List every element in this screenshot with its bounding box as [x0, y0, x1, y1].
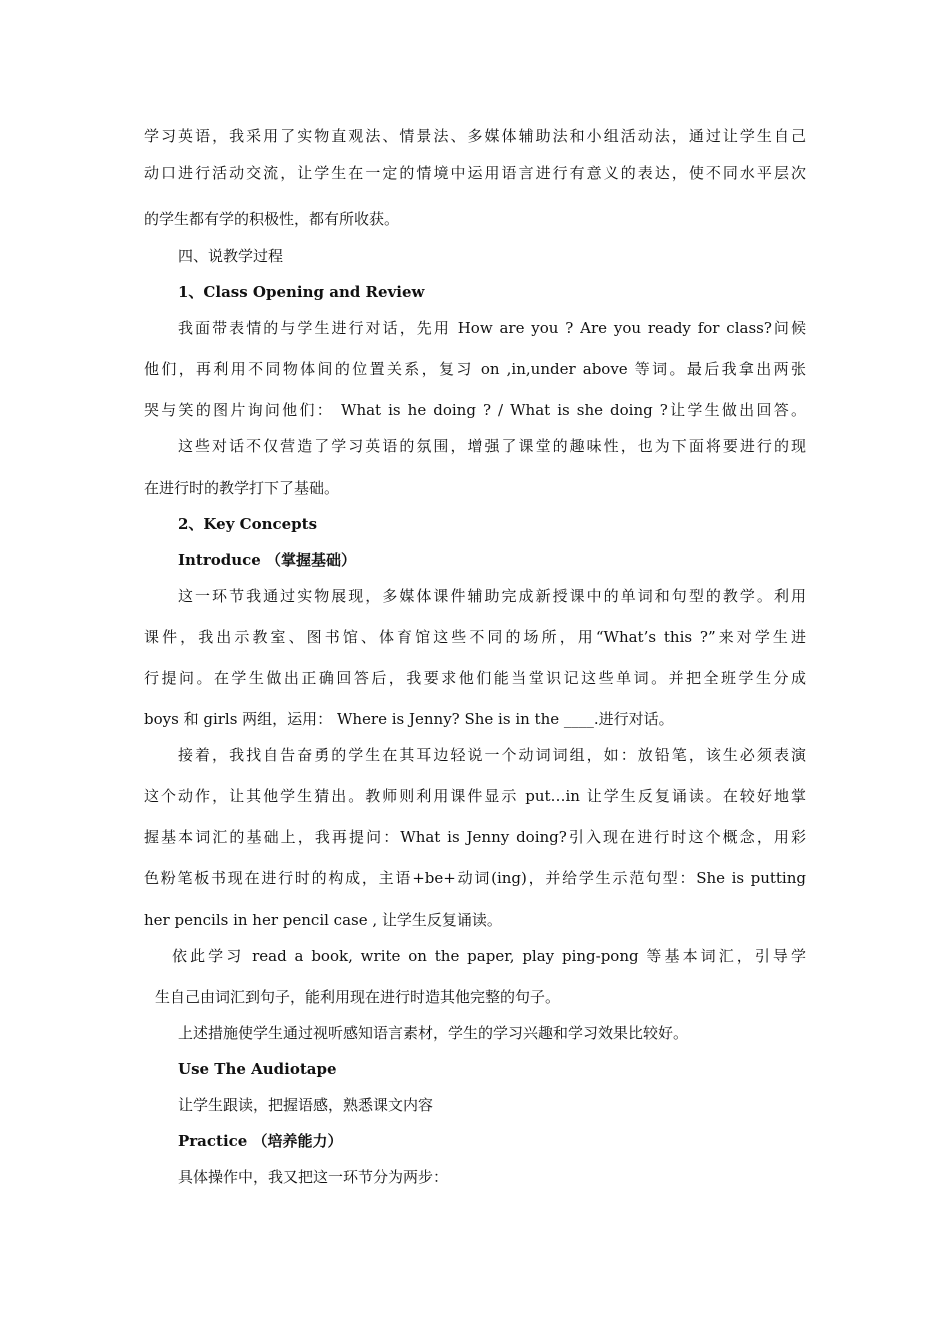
paragraph-line: 他们，再利用不同物体间的位置关系，复习 on ,in,under above 等词。最后我拿出两张: [144, 360, 806, 378]
paragraph-line: 行提问。在学生做出正确回答后，我要求他们能当堂识记这些单词。并把全班学生分成: [144, 669, 806, 687]
paragraph-line: 课件，我出示教室、图书馆、体育馆这些不同的场所，用“What’s this ?”来对学生进: [144, 628, 806, 646]
topic-heading: Practice （培养能力）: [178, 1132, 343, 1150]
paragraph-line: 这个动作，让其他学生猜出。教师则利用课件显示 put…in 让学生反复诵读。在较好地掌: [144, 787, 806, 805]
topic-heading: Use The Audiotape: [178, 1060, 337, 1078]
paragraph-line: 在进行时的教学打下了基础。: [144, 479, 340, 497]
paragraph-line: 握基本词汇的基础上，我再提问：What is Jenny doing?引入现在进行时这个概念，用彩: [144, 828, 806, 846]
paragraph-line: 上述措施使学生通过视听感知语言素材，学生的学习兴趣和学习效果比较好。: [178, 1024, 689, 1042]
paragraph-line: 我面带表情的与学生进行对话，先用 How are you ? Are you ready for class?问候: [178, 319, 806, 337]
paragraph-line: 色粉笔板书现在进行时的构成，主语+be+动词(ing)，并给学生示范句型：She is putting: [144, 869, 806, 887]
paragraph-line: 动口进行活动交流，让学生在一定的情境中运用语言进行有意义的表达，使不同水平层次: [144, 164, 806, 182]
paragraph-line: 哭与笑的图片询问他们： What is he doing ? / What is she doing ?让学生做出回答。: [144, 401, 806, 419]
paragraph-line: 让学生跟读，把握语感，熟悉课文内容: [178, 1096, 434, 1114]
section-heading: 四、说教学过程: [178, 247, 284, 265]
paragraph-line: 这一环节我通过实物展现，多媒体课件辅助完成新授课中的单词和句型的教学。利用: [178, 587, 806, 605]
paragraph-line: boys 和 girls 两组，运用： Where is Jenny? She is in the ____.进行对话。: [144, 710, 674, 728]
paragraph-line: 生自己由词汇到句子，能利用现在进行时造其他完整的句子。: [155, 988, 561, 1006]
paragraph-line: 具体操作中，我又把这一环节分为两步：: [178, 1168, 449, 1186]
paragraph-line: 的学生都有学的积极性，都有所收获。: [144, 210, 400, 228]
paragraph-line: 这些对话不仅营造了学习英语的氛围，增强了课堂的趣味性，也为下面将要进行的现: [178, 437, 806, 455]
paragraph-line: 依此学习 read a book, write on the paper, play ping-pong 等基本词汇，引导学: [172, 947, 806, 965]
subsection-heading: 2、Key Concepts: [178, 515, 318, 533]
paragraph-line: her pencils in her pencil case , 让学生反复诵读。: [144, 911, 502, 929]
topic-heading: Introduce （掌握基础）: [178, 551, 357, 569]
paragraph-line: 接着，我找自告奋勇的学生在其耳边轻说一个动词词组，如：放铅笔，该生必须表演: [178, 746, 806, 764]
subsection-heading: 1、Class Opening and Review: [178, 283, 425, 301]
paragraph-line: 学习英语，我采用了实物直观法、情景法、多媒体辅助法和小组活动法，通过让学生自己: [144, 127, 806, 145]
